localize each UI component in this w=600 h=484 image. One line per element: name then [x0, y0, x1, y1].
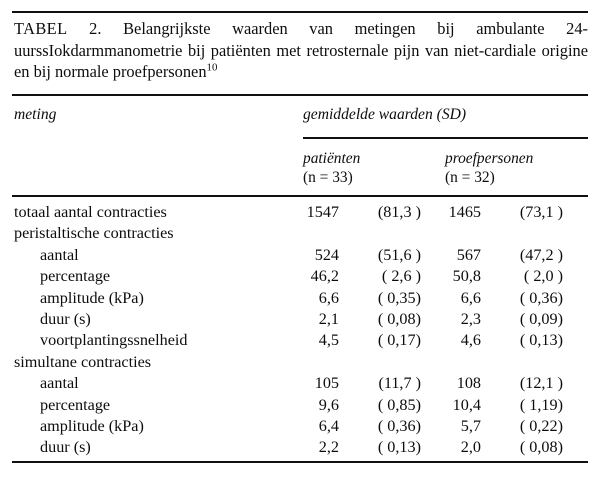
caption-number: 2.: [89, 19, 102, 38]
rule-under-caption: [12, 94, 588, 96]
rule-bottom: [12, 461, 588, 463]
row-label: voortplantingssnelheid: [40, 331, 188, 350]
table-row: [0, 331, 600, 352]
cell-patienten-mean: 6,6: [318, 288, 339, 307]
caption-label: TABEL: [14, 19, 68, 38]
cell-proefpersonen-sd: ( 0,13): [519, 331, 563, 350]
cell-patienten-sd: ( 0,13): [377, 438, 421, 457]
cell-proefpersonen-mean: 108: [456, 374, 481, 393]
table-row: [0, 353, 600, 374]
rule-under-group-header: [303, 137, 588, 139]
cell-proefpersonen: [437, 246, 563, 265]
column-header-meting: meting: [14, 106, 57, 123]
cell-patienten-sd: ( 0,35): [377, 288, 421, 307]
cell-proefpersonen: [437, 438, 563, 457]
cell-proefpersonen-mean: 5,7: [460, 416, 481, 435]
caption-sep: [68, 19, 90, 38]
row-label: totaal aantal contracties: [14, 203, 167, 221]
table-body: [0, 203, 600, 460]
cell-proefpersonen-mean: 567: [456, 245, 481, 264]
row-label: percentage: [40, 267, 111, 286]
cell-patienten-sd: (81,3 ): [377, 203, 421, 221]
cell-proefpersonen-sd: (73,1 ): [519, 203, 563, 221]
table-row: [0, 246, 600, 267]
row-label: duur (s): [40, 309, 91, 328]
column-header-proefpersonen-name: proefpersonen: [445, 150, 534, 167]
cell-patienten-mean: 6,4: [318, 416, 339, 435]
cell-proefpersonen-mean: 6,6: [460, 288, 481, 307]
row-label: aantal: [40, 245, 79, 264]
cell-proefpersonen: [437, 331, 563, 350]
row-label: percentage: [40, 395, 111, 414]
cell-patienten-sd: ( 2,6 ): [381, 267, 421, 286]
cell-patienten-mean: 9,6: [318, 395, 339, 414]
cell-proefpersonen-mean: 2,3: [460, 309, 481, 328]
table-row: [0, 310, 600, 331]
cell-proefpersonen-sd: (47,2 ): [519, 245, 563, 264]
caption-text: Belangrijkste waarden van metingen bij ambulante 24-uurssIokdarmmanometrie bij patiënten met retrosternale pijn van niet-cardiale origine en bij normale proefpersonen: [14, 19, 588, 82]
cell-proefpersonen: [437, 310, 563, 329]
cell-patienten-mean: 46,2: [310, 267, 339, 286]
cell-patienten: [295, 246, 421, 265]
caption-reference: 10: [206, 61, 218, 74]
caption-sep2: [101, 19, 123, 38]
cell-patienten-mean: 105: [314, 374, 339, 393]
cell-proefpersonen-sd: ( 1,19): [519, 395, 563, 414]
table-caption: [14, 18, 588, 83]
cell-patienten-mean: 2,1: [318, 309, 339, 328]
cell-patienten-sd: ( 0,17): [377, 331, 421, 350]
cell-proefpersonen-sd: ( 0,22): [519, 416, 563, 435]
column-header-proefpersonen-n: (n = 32): [445, 169, 495, 187]
table-row: [0, 224, 600, 245]
column-header-patienten-name: patiënten: [303, 150, 361, 167]
cell-patienten-mean: 1547: [306, 203, 339, 221]
row-label: amplitude (kPa): [40, 288, 144, 307]
cell-proefpersonen-mean: 50,8: [452, 267, 481, 286]
cell-proefpersonen-mean: 1465: [448, 203, 481, 221]
cell-patienten: [295, 374, 421, 393]
cell-proefpersonen-mean: 4,6: [460, 331, 481, 350]
cell-proefpersonen: [437, 374, 563, 393]
cell-proefpersonen: [437, 267, 563, 286]
cell-patienten: [295, 331, 421, 350]
cell-patienten: [295, 267, 421, 286]
cell-proefpersonen-sd: (12,1 ): [519, 374, 563, 393]
cell-proefpersonen: [437, 203, 563, 222]
cell-patienten-sd: ( 0,08): [377, 309, 421, 328]
column-group-header-gemiddelde-waarden: gemiddelde waarden (SD): [303, 106, 467, 123]
cell-patienten: [295, 310, 421, 329]
row-label: aantal: [40, 374, 79, 393]
row-label: amplitude (kPa): [40, 416, 144, 435]
row-label: peristaltische contracties: [14, 224, 174, 243]
cell-patienten: [295, 417, 421, 436]
cell-patienten-sd: ( 0,36): [377, 416, 421, 435]
row-label: duur (s): [40, 438, 91, 457]
cell-proefpersonen: [437, 417, 563, 436]
table-row: [0, 417, 600, 438]
cell-proefpersonen-sd: ( 0,08): [519, 438, 563, 457]
row-label: simultane contracties: [14, 352, 152, 371]
cell-patienten: [295, 396, 421, 415]
cell-patienten: [295, 203, 421, 222]
cell-patienten-mean: 4,5: [318, 331, 339, 350]
cell-patienten-mean: 2,2: [318, 438, 339, 457]
cell-patienten: [295, 289, 421, 308]
column-header-patienten-n: (n = 33): [303, 169, 353, 187]
cell-proefpersonen: [437, 396, 563, 415]
rule-under-column-headers: [12, 195, 588, 197]
cell-proefpersonen-sd: ( 2,0 ): [523, 267, 563, 286]
column-header-patienten: [303, 149, 360, 188]
cell-proefpersonen: [437, 289, 563, 308]
cell-proefpersonen-sd: ( 0,09): [519, 309, 563, 328]
table-row: [0, 438, 600, 459]
cell-proefpersonen-sd: ( 0,36): [519, 288, 563, 307]
cell-patienten-sd: ( 0,85): [377, 395, 421, 414]
table-row: [0, 267, 600, 288]
cell-patienten-sd: (11,7 ): [378, 374, 421, 393]
table-row: [0, 374, 600, 395]
table-row: [0, 396, 600, 417]
cell-patienten: [295, 438, 421, 457]
table-row: [0, 203, 600, 224]
rule-top: [12, 11, 588, 13]
cell-proefpersonen-mean: 2,0: [460, 438, 481, 457]
column-header-proefpersonen: [445, 149, 533, 188]
table-row: [0, 289, 600, 310]
cell-proefpersonen-mean: 10,4: [452, 395, 481, 414]
cell-patienten-sd: (51,6 ): [377, 245, 421, 264]
cell-patienten-mean: 524: [314, 245, 339, 264]
